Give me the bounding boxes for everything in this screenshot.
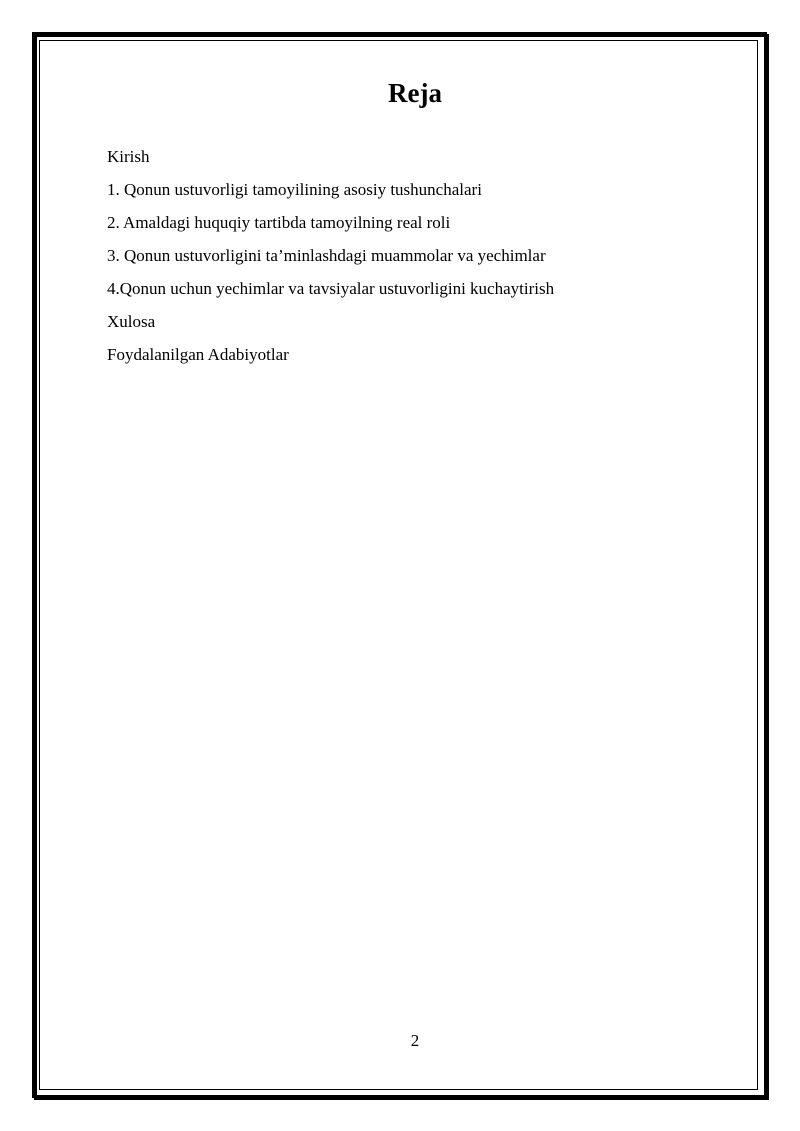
toc-item-1: 1. Qonun ustuvorligi tamoyilining asosiy tushunchalari bbox=[107, 180, 482, 199]
toc-item-conclusion: Xulosa bbox=[107, 312, 156, 331]
toc-item-references: Foydalanilgan Adabiyotlar bbox=[107, 345, 289, 364]
toc-item-introduction: Kirish bbox=[107, 147, 150, 166]
page-title: Reja bbox=[388, 78, 442, 108]
toc-item-2: 2. Amaldagi huquqiy tartibda tamoyilning real roli bbox=[107, 213, 451, 232]
page-number: 2 bbox=[410, 1031, 420, 1050]
toc-item-3: 3. Qonun ustuvorligini ta’minlashdagi muammolar va yechimlar bbox=[107, 246, 546, 265]
toc-item-4: 4.Qonun uchun yechimlar va tavsiyalar ustuvorligini kuchaytirish bbox=[107, 279, 555, 298]
table-of-contents bbox=[107, 146, 554, 377]
